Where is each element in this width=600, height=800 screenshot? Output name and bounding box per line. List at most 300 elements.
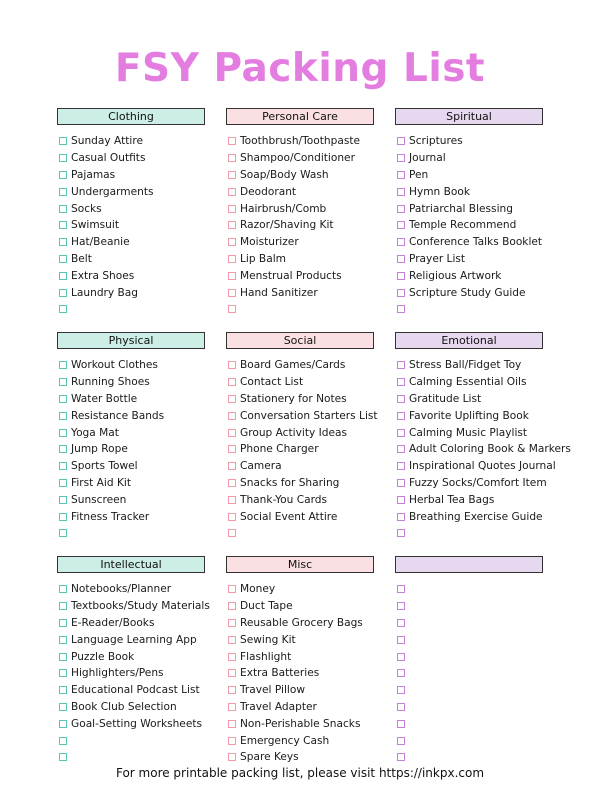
checkbox[interactable] xyxy=(397,669,405,677)
list-item xyxy=(395,357,543,374)
checkbox[interactable] xyxy=(228,636,236,644)
item-label: Travel Adapter xyxy=(240,700,317,713)
list-item xyxy=(57,251,205,268)
item-label: Conference Talks Booklet xyxy=(409,236,543,249)
section-personal-care xyxy=(226,108,374,318)
list-item xyxy=(57,581,205,598)
list-item xyxy=(226,682,374,699)
list-item xyxy=(226,699,374,716)
item-label: Reusable Grocery Bags xyxy=(240,616,363,629)
checkbox[interactable] xyxy=(397,585,405,593)
item-label: Jump Rope xyxy=(71,443,128,456)
section-spiritual xyxy=(395,108,543,318)
list-item xyxy=(57,284,205,301)
list-item xyxy=(57,357,205,374)
list-item xyxy=(395,491,543,508)
list-item xyxy=(226,150,374,167)
checkbox[interactable] xyxy=(397,479,405,487)
item-label: Yoga Mat xyxy=(71,426,119,439)
checkbox[interactable] xyxy=(228,686,236,694)
item-label: Breathing Exercise Guide xyxy=(409,510,543,523)
list-item xyxy=(395,407,543,424)
checkbox[interactable] xyxy=(59,602,67,610)
list-item xyxy=(395,715,543,732)
item-label: Calming Music Playlist xyxy=(409,426,528,439)
checkbox[interactable] xyxy=(397,188,405,196)
item-label: Religious Artwork xyxy=(409,269,502,282)
checkbox[interactable] xyxy=(228,496,236,504)
checkbox[interactable] xyxy=(228,412,236,420)
list-item xyxy=(226,301,374,318)
checkbox[interactable] xyxy=(59,361,67,369)
list-item xyxy=(57,508,205,525)
checkbox[interactable] xyxy=(59,221,67,229)
checkbox[interactable] xyxy=(397,378,405,386)
checkbox[interactable] xyxy=(228,188,236,196)
section-header: Intellectual xyxy=(57,556,205,573)
checkbox[interactable] xyxy=(59,154,67,162)
checklist xyxy=(395,357,571,542)
checkbox[interactable] xyxy=(59,686,67,694)
checkbox[interactable] xyxy=(228,272,236,280)
list-item xyxy=(57,183,205,200)
section-header: Clothing xyxy=(57,108,205,125)
item-label: Hymn Book xyxy=(409,185,471,198)
checkbox[interactable] xyxy=(397,445,405,453)
footer-text: For more printable packing list, please visit https://inkpx.com xyxy=(115,766,485,780)
item-label: Calming Essential Oils xyxy=(409,376,527,389)
checkbox[interactable] xyxy=(228,669,236,677)
checkbox[interactable] xyxy=(228,361,236,369)
item-label: Travel Pillow xyxy=(240,684,305,697)
item-label: Favorite Uplifting Book xyxy=(409,409,529,422)
list-item xyxy=(226,665,374,682)
item-label: Hand Sanitizer xyxy=(240,286,318,299)
section-header: Spiritual xyxy=(395,108,543,125)
checkbox[interactable] xyxy=(228,619,236,627)
item-label: Undergarments xyxy=(71,185,154,198)
list-item xyxy=(57,665,205,682)
item-label: Emergency Cash xyxy=(240,734,330,747)
item-label: Educational Podcast List xyxy=(71,684,200,697)
list-item xyxy=(226,458,374,475)
list-item xyxy=(57,648,205,665)
checkbox[interactable] xyxy=(397,602,405,610)
checkbox[interactable] xyxy=(59,720,67,728)
checkbox[interactable] xyxy=(397,513,405,521)
item-label: Workout Clothes xyxy=(71,359,158,372)
checklist xyxy=(57,581,210,766)
checkbox[interactable] xyxy=(397,221,405,229)
list-item xyxy=(226,251,374,268)
list-item xyxy=(226,749,374,766)
section-emotional xyxy=(395,332,571,542)
list-item xyxy=(57,200,205,217)
checkbox[interactable] xyxy=(228,289,236,297)
checkbox[interactable] xyxy=(59,753,67,761)
checkbox[interactable] xyxy=(59,395,67,403)
list-item xyxy=(395,301,543,318)
list-item xyxy=(226,167,374,184)
item-label: Temple Recommend xyxy=(409,219,517,232)
list-item xyxy=(395,391,543,408)
list-item xyxy=(395,631,543,648)
item-label: Pen xyxy=(409,168,429,181)
item-label: Highlighters/Pens xyxy=(71,667,164,680)
item-label: E-Reader/Books xyxy=(71,616,155,629)
item-label: Scripture Study Guide xyxy=(409,286,526,299)
item-label: Water Bottle xyxy=(71,392,138,405)
item-label: Hat/Beanie xyxy=(71,236,130,249)
checkbox[interactable] xyxy=(228,395,236,403)
checkbox[interactable] xyxy=(397,496,405,504)
checkbox[interactable] xyxy=(59,669,67,677)
checkbox[interactable] xyxy=(397,703,405,711)
item-label: Inspirational Quotes Journal xyxy=(409,460,556,473)
checkbox[interactable] xyxy=(228,221,236,229)
list-item xyxy=(395,133,543,150)
list-item xyxy=(226,491,374,508)
item-label: Shampoo/Conditioner xyxy=(240,152,355,165)
list-item xyxy=(226,581,374,598)
list-item xyxy=(57,699,205,716)
item-label: Extra Batteries xyxy=(240,667,320,680)
item-label: Textbooks/Study Materials xyxy=(71,600,210,613)
item-label: Social Event Attire xyxy=(240,510,338,523)
list-item xyxy=(395,284,543,301)
checklist xyxy=(395,581,543,766)
item-label: Adult Coloring Book & Markers xyxy=(409,443,571,456)
section-header: Misc xyxy=(226,556,374,573)
checkbox[interactable] xyxy=(59,171,67,179)
list-item xyxy=(395,665,543,682)
checkbox[interactable] xyxy=(397,429,405,437)
checkbox[interactable] xyxy=(59,585,67,593)
list-item xyxy=(57,234,205,251)
checkbox[interactable] xyxy=(59,737,67,745)
page-title: FSY Packing List xyxy=(114,46,486,91)
list-item xyxy=(57,267,205,284)
list-item xyxy=(395,648,543,665)
list-item xyxy=(226,407,378,424)
list-item xyxy=(226,234,374,251)
checkbox[interactable] xyxy=(397,272,405,280)
checkbox[interactable] xyxy=(228,137,236,145)
item-label: Stress Ball/Fidget Toy xyxy=(409,359,522,372)
list-item xyxy=(395,749,543,766)
checkbox[interactable] xyxy=(228,378,236,386)
checkbox[interactable] xyxy=(59,272,67,280)
item-label: Swimsuit xyxy=(71,219,119,232)
list-item xyxy=(57,491,205,508)
item-label: Running Shoes xyxy=(71,376,150,389)
checkbox[interactable] xyxy=(228,171,236,179)
item-label: Sunday Attire xyxy=(71,135,143,148)
list-item xyxy=(226,598,374,615)
list-item xyxy=(226,183,374,200)
checkbox[interactable] xyxy=(228,737,236,745)
checkbox[interactable] xyxy=(228,429,236,437)
list-item xyxy=(57,441,205,458)
checkbox[interactable] xyxy=(59,445,67,453)
item-label: Camera xyxy=(240,460,282,473)
list-item xyxy=(395,217,543,234)
item-label: Spare Keys xyxy=(240,751,299,764)
list-item xyxy=(226,200,374,217)
checklist xyxy=(226,581,374,766)
list-item xyxy=(57,424,205,441)
item-label: Prayer List xyxy=(409,252,466,265)
checkbox[interactable] xyxy=(59,496,67,504)
list-item xyxy=(226,424,374,441)
list-item xyxy=(395,682,543,699)
checkbox[interactable] xyxy=(228,602,236,610)
list-item xyxy=(226,267,374,284)
checkbox[interactable] xyxy=(397,305,405,313)
list-item xyxy=(57,732,205,749)
checkbox[interactable] xyxy=(59,429,67,437)
list-item xyxy=(226,217,374,234)
item-label: Phone Charger xyxy=(240,443,319,456)
list-item xyxy=(226,391,374,408)
item-label: Casual Outfits xyxy=(71,152,146,165)
checkbox[interactable] xyxy=(397,619,405,627)
list-item xyxy=(226,615,374,632)
section-social xyxy=(226,332,378,542)
list-item xyxy=(395,598,543,615)
checkbox[interactable] xyxy=(228,479,236,487)
section-physical xyxy=(57,332,205,542)
item-label: Gratitude List xyxy=(409,392,482,405)
checkbox[interactable] xyxy=(228,255,236,263)
checklist xyxy=(226,133,374,318)
list-item xyxy=(226,133,374,150)
list-item xyxy=(57,458,205,475)
item-label: Language Learning App xyxy=(71,633,197,646)
list-item xyxy=(395,732,543,749)
list-item xyxy=(57,598,210,615)
list-item xyxy=(57,407,205,424)
item-label: Fuzzy Socks/Comfort Item xyxy=(409,476,547,489)
checkbox[interactable] xyxy=(228,205,236,213)
checkbox[interactable] xyxy=(397,137,405,145)
checkbox[interactable] xyxy=(59,137,67,145)
list-item xyxy=(57,133,205,150)
checkbox[interactable] xyxy=(397,636,405,644)
checkbox[interactable] xyxy=(228,753,236,761)
checkbox[interactable] xyxy=(59,529,67,537)
checkbox[interactable] xyxy=(59,305,67,313)
list-item xyxy=(395,615,543,632)
section-misc xyxy=(226,556,374,766)
checkbox[interactable] xyxy=(228,720,236,728)
list-item xyxy=(395,267,543,284)
item-label: Contact List xyxy=(240,376,304,389)
list-item xyxy=(57,391,205,408)
checkbox[interactable] xyxy=(397,154,405,162)
list-item xyxy=(395,234,543,251)
list-item xyxy=(57,615,205,632)
item-label: Thank-You Cards xyxy=(240,493,328,506)
list-item xyxy=(226,284,374,301)
checkbox[interactable] xyxy=(59,653,67,661)
item-label: Hairbrush/Comb xyxy=(240,202,327,215)
checklist xyxy=(226,357,378,542)
item-label: Puzzle Book xyxy=(71,650,135,663)
list-item xyxy=(395,150,543,167)
item-label: Pajamas xyxy=(71,168,116,181)
item-label: Money xyxy=(240,583,276,596)
item-label: First Aid Kit xyxy=(71,476,131,489)
list-item xyxy=(57,150,205,167)
section-clothing xyxy=(57,108,205,318)
item-label: Book Club Selection xyxy=(71,700,177,713)
list-item xyxy=(226,441,374,458)
list-item xyxy=(395,699,543,716)
list-item xyxy=(226,357,374,374)
item-label: Journal xyxy=(409,152,446,165)
item-label: Herbal Tea Bags xyxy=(409,493,495,506)
list-item xyxy=(395,167,543,184)
item-label: Razor/Shaving Kit xyxy=(240,219,334,232)
list-item xyxy=(395,458,556,475)
list-item xyxy=(57,167,205,184)
checkbox[interactable] xyxy=(228,445,236,453)
section-intellectual xyxy=(57,556,210,766)
item-label: Socks xyxy=(71,202,102,215)
checkbox[interactable] xyxy=(228,305,236,313)
checkbox[interactable] xyxy=(397,462,405,470)
checkbox[interactable] xyxy=(397,412,405,420)
item-label: Sports Towel xyxy=(71,460,138,473)
checkbox[interactable] xyxy=(397,653,405,661)
checkbox[interactable] xyxy=(59,188,67,196)
item-label: Notebooks/Planner xyxy=(71,583,172,596)
checklist xyxy=(395,133,543,318)
list-item xyxy=(226,525,374,542)
checkbox[interactable] xyxy=(397,171,405,179)
checkbox[interactable] xyxy=(59,703,67,711)
list-item xyxy=(57,475,205,492)
section-blank xyxy=(395,556,543,766)
checkbox[interactable] xyxy=(397,720,405,728)
checkbox[interactable] xyxy=(397,529,405,537)
section-header: Emotional xyxy=(395,332,543,349)
list-item xyxy=(57,374,205,391)
checkbox[interactable] xyxy=(228,238,236,246)
checkbox[interactable] xyxy=(59,412,67,420)
checkbox[interactable] xyxy=(228,529,236,537)
item-label: Board Games/Cards xyxy=(240,359,346,372)
item-label: Sewing Kit xyxy=(240,633,296,646)
section-header xyxy=(395,556,543,573)
list-item xyxy=(226,631,374,648)
checkbox[interactable] xyxy=(59,619,67,627)
checkbox[interactable] xyxy=(397,289,405,297)
item-label: Menstrual Products xyxy=(240,269,342,282)
item-label: Belt xyxy=(71,252,92,265)
item-label: Stationery for Notes xyxy=(240,392,347,405)
list-item xyxy=(226,715,374,732)
list-item xyxy=(395,251,543,268)
list-item xyxy=(57,749,205,766)
item-label: Sunscreen xyxy=(71,493,127,506)
item-label: Toothbrush/Toothpaste xyxy=(240,135,361,148)
checkbox[interactable] xyxy=(228,462,236,470)
checklist xyxy=(57,357,205,542)
item-label: Non-Perishable Snacks xyxy=(240,717,361,730)
item-label: Soap/Body Wash xyxy=(240,168,329,181)
checkbox[interactable] xyxy=(228,703,236,711)
item-label: Deodorant xyxy=(240,185,297,198)
checkbox[interactable] xyxy=(397,753,405,761)
checkbox[interactable] xyxy=(397,686,405,694)
item-label: Lip Balm xyxy=(240,252,286,265)
list-item xyxy=(395,441,571,458)
item-label: Laundry Bag xyxy=(71,286,139,299)
checkbox[interactable] xyxy=(397,255,405,263)
checkbox[interactable] xyxy=(59,636,67,644)
checkbox[interactable] xyxy=(228,154,236,162)
checkbox[interactable] xyxy=(59,289,67,297)
checkbox[interactable] xyxy=(397,205,405,213)
checkbox[interactable] xyxy=(228,513,236,521)
checkbox[interactable] xyxy=(59,238,67,246)
list-item xyxy=(57,682,205,699)
checkbox[interactable] xyxy=(228,585,236,593)
item-label: Scriptures xyxy=(409,135,463,148)
checkbox[interactable] xyxy=(59,513,67,521)
item-label: Conversation Starters List xyxy=(240,409,378,422)
item-label: Group Activity Ideas xyxy=(240,426,347,439)
section-header: Personal Care xyxy=(226,108,374,125)
item-label: Patriarchal Blessing xyxy=(409,202,513,215)
item-label: Resistance Bands xyxy=(71,409,165,422)
checkbox[interactable] xyxy=(59,255,67,263)
checkbox[interactable] xyxy=(397,737,405,745)
checkbox[interactable] xyxy=(228,653,236,661)
list-item xyxy=(226,475,374,492)
checkbox[interactable] xyxy=(59,462,67,470)
checkbox[interactable] xyxy=(397,238,405,246)
list-item xyxy=(395,200,543,217)
list-item xyxy=(226,648,374,665)
checkbox[interactable] xyxy=(397,395,405,403)
item-label: Duct Tape xyxy=(240,600,293,613)
list-item xyxy=(57,525,205,542)
item-label: Moisturizer xyxy=(240,236,299,249)
checkbox[interactable] xyxy=(397,361,405,369)
checkbox[interactable] xyxy=(59,205,67,213)
list-item xyxy=(395,508,543,525)
checkbox[interactable] xyxy=(59,479,67,487)
item-label: Flashlight xyxy=(240,650,292,663)
checkbox[interactable] xyxy=(59,378,67,386)
list-item xyxy=(57,217,205,234)
checklist xyxy=(57,133,205,318)
item-label: Goal-Setting Worksheets xyxy=(71,717,203,730)
list-item xyxy=(395,581,543,598)
list-item xyxy=(226,508,374,525)
item-label: Extra Shoes xyxy=(71,269,135,282)
list-item xyxy=(226,374,374,391)
list-item xyxy=(57,715,205,732)
section-header: Social xyxy=(226,332,374,349)
list-item xyxy=(395,475,547,492)
list-item xyxy=(395,374,543,391)
item-label: Fitness Tracker xyxy=(71,510,150,523)
list-item xyxy=(395,183,543,200)
